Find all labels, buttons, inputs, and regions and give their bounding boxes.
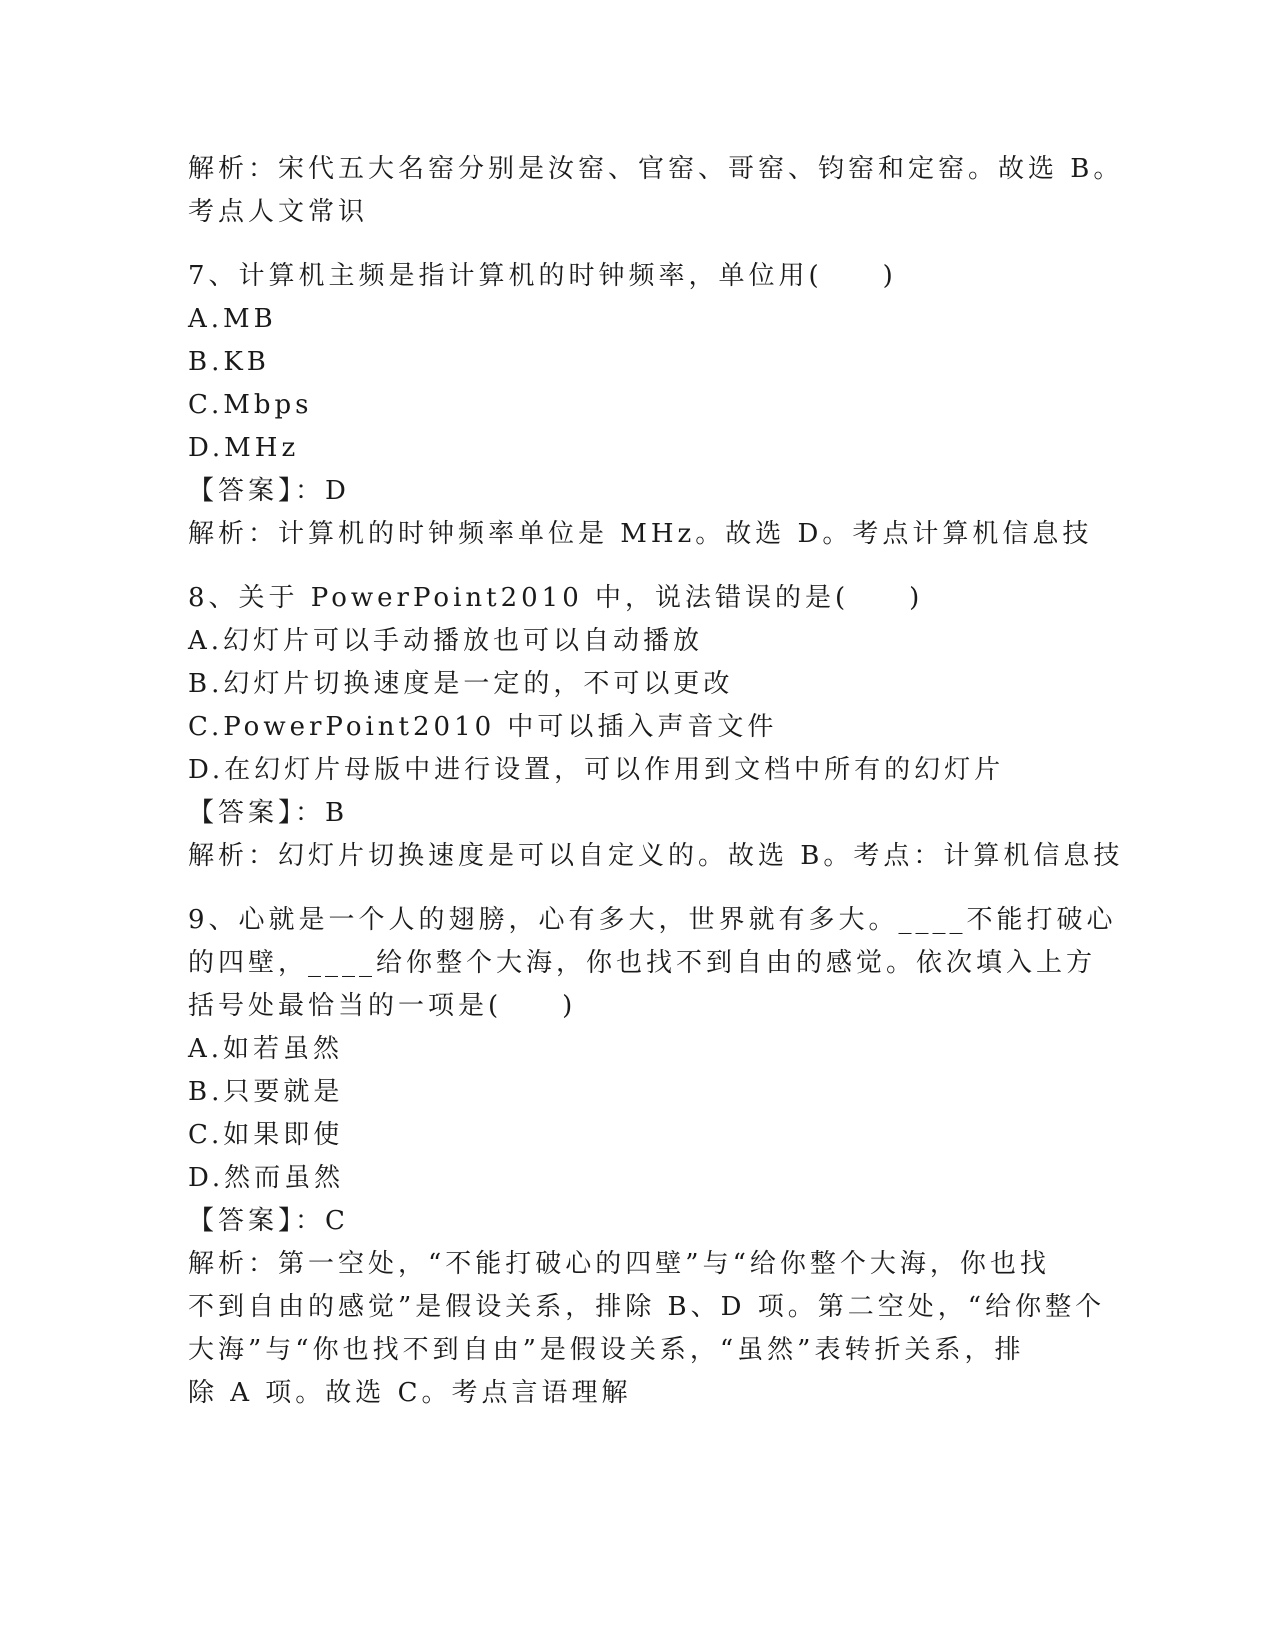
option-d: D.然而虽然 <box>188 1163 345 1193</box>
explanation-line: 解析：计算机的时钟频率单位是 MHz。故选 D。考点计算机信息技 <box>188 519 1093 549</box>
option-a: A.幻灯片可以手动播放也可以自动播放 <box>188 626 704 656</box>
question-stem: 8、关于 PowerPoint2010 中，说法错误的是( ) <box>188 583 924 613</box>
option-b: B.只要就是 <box>188 1077 344 1107</box>
option-a: A.MB <box>188 304 277 334</box>
question-7 <box>188 255 1093 556</box>
option-b: B.幻灯片切换速度是一定的，不可以更改 <box>188 669 734 699</box>
explanation-line: 考点人文常识 <box>188 197 369 227</box>
question-9 <box>188 899 1117 1415</box>
answer-line: 【答案】：B <box>188 798 349 828</box>
explanation-line: 解析：第一空处，“不能打破心的四壁”与“给你整个大海，你也找 <box>188 1249 1050 1279</box>
question-6-explanation <box>188 148 1124 234</box>
question-stem-line: 9、心就是一个人的翅膀，心有多大，世界就有多大。____不能打破心 <box>188 905 1117 935</box>
option-d: D.MHz <box>188 433 300 463</box>
explanation-line: 不到自由的感觉”是假设关系，排除 B、D 项。第二空处，“给你整个 <box>188 1292 1106 1322</box>
explanation-line: 大海”与“你也找不到自由”是假设关系，“虽然”表转折关系，排 <box>188 1335 1025 1365</box>
document-page <box>188 148 1124 1415</box>
question-stem: 7、计算机主频是指计算机的时钟频率，单位用( ) <box>188 261 897 291</box>
question-stem-line: 的四壁，____给你整个大海，你也找不到自由的感觉。依次填入上方 <box>188 948 1097 978</box>
explanation-line: 解析：幻灯片切换速度是可以自定义的。故选 B。考点：计算机信息技 <box>188 841 1124 871</box>
option-c: C.Mbps <box>188 390 313 420</box>
option-d: D.在幻灯片母版中进行设置，可以作用到文档中所有的幻灯片 <box>188 755 1005 785</box>
option-b: B.KB <box>188 347 270 377</box>
explanation-line: 解析：宋代五大名窑分别是汝窑、官窑、哥窑、钧窑和定窑。故选 B。 <box>188 154 1124 184</box>
option-a: A.如若虽然 <box>188 1034 344 1064</box>
question-8 <box>188 577 1124 878</box>
explanation-line: 除 A 项。故选 C。考点言语理解 <box>188 1378 632 1408</box>
question-stem-line: 括号处最恰当的一项是( ) <box>188 991 577 1021</box>
option-c: C.PowerPoint2010 中可以插入声音文件 <box>188 712 778 742</box>
option-c: C.如果即使 <box>188 1120 344 1150</box>
answer-line: 【答案】：C <box>188 1206 349 1236</box>
answer-line: 【答案】：D <box>188 476 350 506</box>
